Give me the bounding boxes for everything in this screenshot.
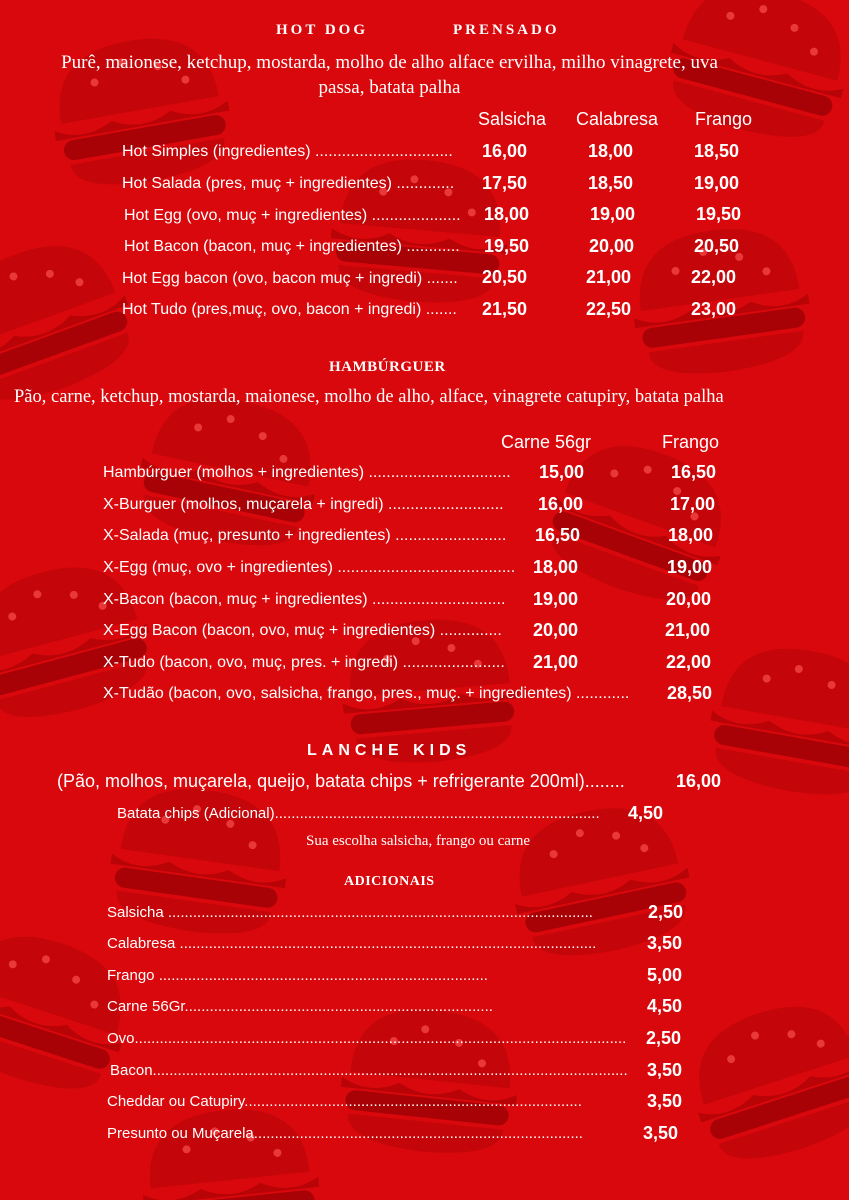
hotdog-item-price: 19,50	[484, 236, 530, 256]
hotdog-item-price: 18,00	[588, 141, 634, 161]
hamburguer-item-price: 20,00	[666, 589, 712, 609]
hotdog-item-price: 19,00	[590, 204, 636, 224]
adicional-item-price: 5,00	[647, 965, 683, 985]
hamburguer-item-price: 18,00	[533, 557, 579, 577]
hotdog-item-price: 21,50	[482, 299, 528, 319]
hamburguer-column-carne: Carne 56gr	[501, 432, 592, 452]
hamburguer-item-name: X-Egg Bacon (bacon, ovo, muç + ingredientes) ..............	[103, 622, 502, 639]
adicional-item-price: 3,50	[643, 1123, 679, 1143]
hotdog-item-name: Hot Salada (pres, muç + ingredientes) .............	[122, 175, 455, 192]
hotdog-item-name: Hot Tudo (pres,muç, ovo, bacon + ingredi) .......	[122, 301, 457, 318]
kids-extra-price: 4,50	[628, 803, 664, 823]
hamburguer-item-price: 22,00	[666, 652, 712, 672]
hotdog-column-salsicha: Salsicha	[478, 109, 547, 129]
hotdog-item-price: 19,00	[694, 173, 740, 193]
kids-extra-item: Batata chips (Adicional)..............................................................................	[117, 805, 600, 822]
adicional-item-name: Bacon..................................................................................................................	[110, 1062, 628, 1079]
hotdog-item-price: 22,50	[586, 299, 632, 319]
adicional-item-name: Calabresa ....................................................................................................	[107, 935, 597, 952]
hamburguer-item-name: X-Tudo (bacon, ovo, muç, pres. + ingredi) .......................	[103, 654, 505, 671]
hotdog-item-price: 17,50	[482, 173, 528, 193]
hamburguer-item-price: 28,50	[667, 683, 713, 703]
hamburguer-item-price: 21,00	[533, 652, 579, 672]
hamburguer-item-price: 16,50	[535, 525, 581, 545]
hamburguer-item-name: X-Tudão (bacon, ovo, salsicha, frango, pres., muç. + ingredientes) ............	[103, 685, 630, 702]
hamburguer-item-name: X-Egg (muç, ovo + ingredientes) ........................................	[103, 559, 516, 576]
hotdog-column-frango: Frango	[695, 109, 753, 129]
hamburguer-column-frango: Frango	[662, 432, 720, 452]
hamburguer-item-price: 21,00	[665, 620, 711, 640]
adicional-item-price: 3,50	[647, 933, 683, 953]
adicional-item-price: 4,50	[647, 996, 683, 1016]
hamburguer-item-price: 16,00	[538, 494, 584, 514]
hotdog-item-name: Hot Egg bacon (ovo, bacon muç + ingredi) .......	[122, 270, 458, 287]
hotdog-item-price: 18,50	[588, 173, 634, 193]
hotdog-item-price: 16,00	[482, 141, 528, 161]
hamburguer-item-price: 16,50	[671, 462, 717, 482]
hamburguer-item-name: Hambúrguer (molhos + ingredientes) ................................	[103, 464, 511, 481]
hamburguer-item-price: 19,00	[667, 557, 713, 577]
hotdog-item-price: 23,00	[691, 299, 737, 319]
hotdog-item-price: 20,50	[482, 267, 528, 287]
hotdog-title-prensado: PRENSADO	[453, 22, 560, 38]
hamburguer-item-price: 18,00	[668, 525, 714, 545]
hamburguer-item-price: 15,00	[539, 462, 585, 482]
hamburguer-item-price: 20,00	[533, 620, 579, 640]
adicional-item-price: 2,50	[648, 902, 684, 922]
hotdog-column-calabresa: Calabresa	[576, 109, 659, 129]
hamburguer-item-name: X-Burguer (molhos, muçarela + ingredi) ..........................	[103, 496, 504, 513]
hamburguer-item-price: 17,00	[670, 494, 716, 514]
hotdog-description-line1: Purê, maionese, ketchup, mostarda, molho de alho alface ervilha, milho vinagrete, uva	[61, 52, 718, 73]
hotdog-item-price: 20,00	[589, 236, 635, 256]
hotdog-item-name: Hot Egg (ovo, muç + ingredientes) ....................	[124, 207, 461, 224]
hamburguer-item-name: X-Bacon (bacon, muç + ingredientes) ..............................	[103, 591, 506, 608]
adicional-item-name: Carne 56Gr..........................................................................	[107, 998, 493, 1015]
kids-combo-price: 16,00	[676, 771, 722, 791]
hotdog-item-price: 18,50	[694, 141, 740, 161]
adicional-item-name: Ovo......................................................................................................................	[107, 1030, 627, 1047]
hotdog-item-price: 21,00	[586, 267, 632, 287]
hamburguer-description: Pão, carne, ketchup, mostarda, maionese, molho de alho, alface, vinagrete catupiry, batata palha	[14, 387, 724, 407]
kids-combo-description: (Pão, molhos, muçarela, queijo, batata chips + refrigerante 200ml)........	[57, 771, 625, 791]
adicional-item-name: Presunto ou Muçarela...............................................................................	[107, 1125, 583, 1142]
hamburguer-title: HAMBÚRGUER	[329, 359, 446, 375]
adicional-item-price: 2,50	[646, 1028, 682, 1048]
hotdog-description-line2: passa, batata palha	[318, 77, 461, 98]
hotdog-item-price: 18,00	[484, 204, 530, 224]
hotdog-item-name: Hot Simples (ingredientes) ...............................	[122, 143, 453, 160]
hamburguer-item-price: 19,00	[533, 589, 579, 609]
adicional-item-name: Salsicha ......................................................................................................	[107, 904, 593, 921]
hotdog-item-price: 19,50	[696, 204, 742, 224]
kids-choice-note: Sua escolha salsicha, frango ou carne	[306, 833, 531, 849]
hotdog-item-price: 22,00	[691, 267, 737, 287]
hotdog-title: HOT DOG	[276, 22, 368, 38]
adicional-item-price: 3,50	[647, 1091, 683, 1111]
kids-title: LANCHE KIDS	[307, 742, 472, 759]
hotdog-item-price: 20,50	[694, 236, 740, 256]
hamburguer-item-name: X-Salada (muç, presunto + ingredientes) .........................	[103, 527, 507, 544]
adicional-item-name: Cheddar ou Catupiry.................................................................................	[107, 1093, 582, 1110]
adicional-item-name: Frango ...............................................................................	[107, 967, 488, 984]
hotdog-item-name: Hot Bacon (bacon, muç + ingredientes) ............	[124, 238, 460, 255]
adicional-item-price: 3,50	[647, 1060, 683, 1080]
adicionais-title: ADICIONAIS	[344, 874, 435, 889]
